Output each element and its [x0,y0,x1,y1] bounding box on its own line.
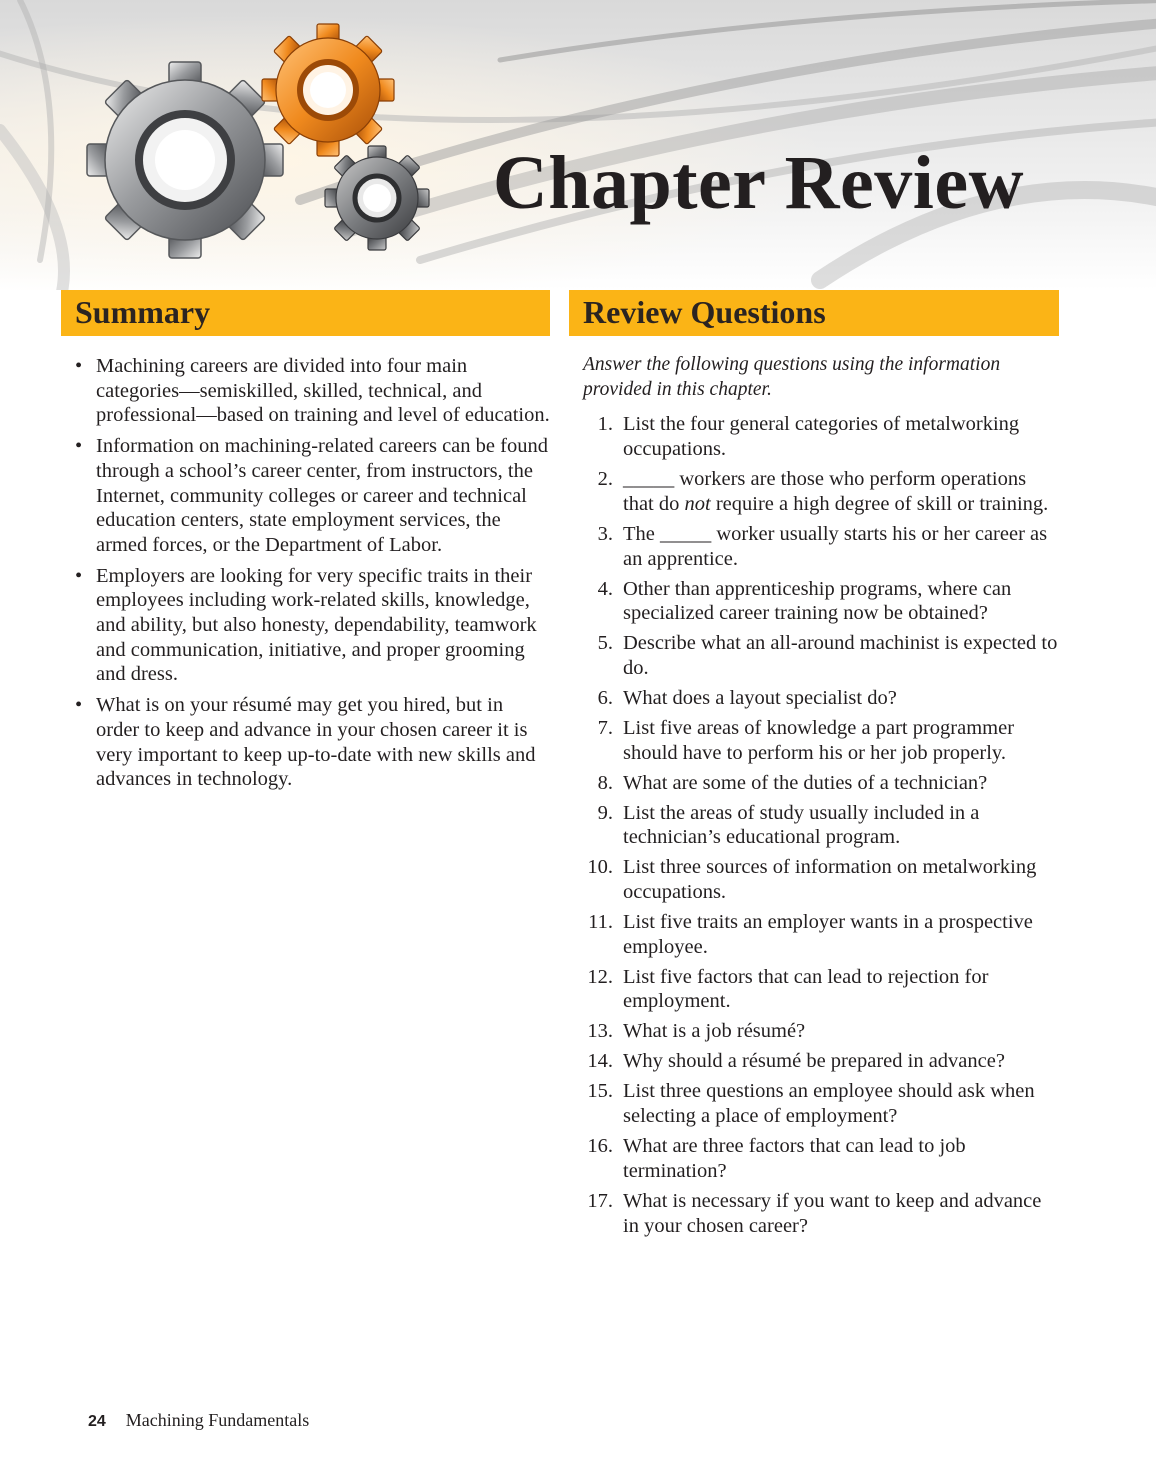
question-item [569,1079,1059,1128]
question-item [569,522,1059,571]
question-number: 2. [597,468,613,491]
summary-section [61,290,550,798]
bullet-icon: • [75,694,83,717]
question-number: 4. [597,577,613,600]
summary-heading: Summary [61,290,550,336]
question-text: List three questions an employee should ask when selecting a place of employment? [623,1080,1035,1128]
page-footer [88,1410,309,1431]
question-number: 5. [597,632,613,655]
question-text: What are three factors that can lead to job termination? [623,1135,966,1182]
question-text: List three sources of information on metalworking occupations. [623,856,1037,904]
question-number: 13. [587,1020,613,1043]
large-gear-icon [87,62,283,258]
book-title: Machining Fundamentals [125,1410,310,1430]
question-number: 6. [597,686,613,709]
question-item [569,631,1059,680]
question-number: 12. [587,965,613,988]
question-number: 14. [587,1050,613,1073]
question-text: Why should a résumé be prepared in advance? [623,1050,1005,1073]
question-text: _____ workers are those who perform operations that do not require a high degree of skill or training. [623,468,1049,515]
question-number: 8. [597,771,613,794]
question-item [569,910,1059,959]
question-text: List five areas of knowledge a part programmer should have to perform his or her job properly. [623,716,1015,764]
question-text: The _____ worker usually starts his or her career as an apprentice. [623,522,1048,570]
question-item [569,412,1059,461]
question-item [569,855,1059,904]
summary-item: • Employers are looking for very specific traits in their employees including work-related skills, knowledge, and ability, but also honesty, dependability, teamwork and communication, initiative, and proper grooming and dress. [75,564,537,686]
question-text: Other than apprenticeship programs, where can specialized career training now be obtained? [623,577,1012,625]
review-questions-heading: Review Questions [569,290,1059,336]
small-gear-icon [325,146,429,250]
question-number: 3. [597,522,613,545]
question-number: 11. [588,911,613,934]
question-text: What is a job résumé? [623,1020,806,1043]
bullet-icon: • [75,564,83,587]
question-text: List five factors that can lead to rejection for employment. [623,965,989,1013]
question-text: List the areas of study usually included in a technician’s educational program. [623,801,980,849]
question-item [569,1189,1059,1238]
summary-item: • Information on machining-related careers can be found through a school’s career center, from instructors, the Internet, community colleges or career and technical education centers, state employment services, the armed forces, or the Department of Labor. [75,435,548,556]
bullet-icon: • [75,435,83,458]
question-text: What is necessary if you want to keep and advance in your chosen career? [623,1189,1042,1237]
question-list [569,412,1059,1238]
question-item [569,467,1059,516]
question-item [569,801,1059,850]
summary-item: • What is on your résumé may get you hired, but in order to keep and advance in your chosen career it is very important to keep up-to-date with new skills and advances in technology. [75,694,536,791]
chapter-banner [0,0,1156,290]
question-item [569,577,1059,626]
question-text: List the four general categories of metalworking occupations. [623,413,1020,461]
bullet-icon: • [75,355,83,377]
question-item [569,771,1059,796]
chapter-title: Chapter Review [492,141,1024,225]
question-item [569,686,1059,711]
question-number: 15. [587,1080,613,1103]
summary-item: • Machining careers are divided into four main categories—semiskilled, skilled, technical, and professional—based on training and level of education. [75,355,550,427]
question-item [569,1019,1059,1044]
review-questions-section [569,290,1059,1244]
question-number: 16. [587,1135,613,1158]
question-number: 7. [597,716,613,739]
orange-gear-icon [262,24,394,156]
question-text: What are some of the duties of a technician? [623,771,988,794]
question-number: 1. [597,413,613,436]
page-number: 24 [88,1413,106,1430]
question-item [569,716,1059,765]
question-item [569,1049,1059,1074]
question-number: 10. [587,856,613,879]
summary-list [61,354,550,792]
question-text: List five traits an employer wants in a prospective employee. [623,911,1033,958]
question-number: 9. [597,801,613,824]
question-number: 17. [587,1189,613,1212]
review-intro: Answer the following questions using the information provided in this chapter. [583,354,1001,400]
question-item [569,965,1059,1014]
question-text: What does a layout specialist do? [623,686,897,709]
question-item [569,1134,1059,1183]
question-text: Describe what an all-around machinist is expected to do. [623,632,1058,679]
